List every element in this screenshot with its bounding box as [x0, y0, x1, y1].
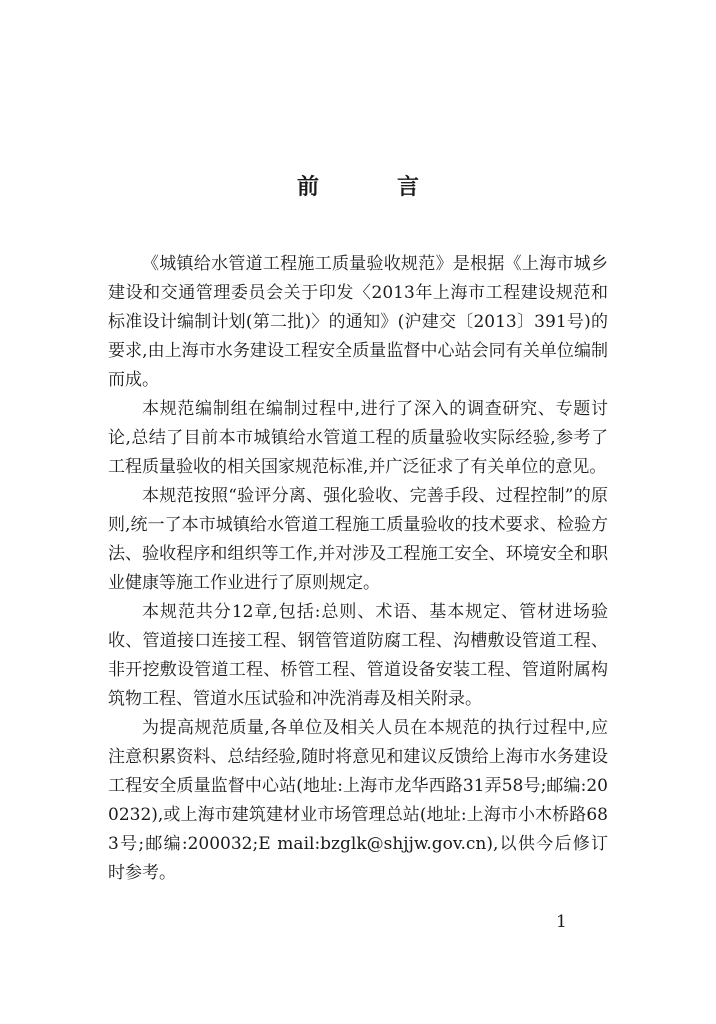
paragraph-4: 本规范共分12章,包括:总则、术语、基本规定、管材进场验收、管道接口连接工程、钢管管道防腐工程、沟槽敷设管道工程、非开挖敷设管道工程、桥管工程、管道设备安装工程、管道附属构筑物工程、管道水压试验和冲洗消毒及相关附录。: [108, 602, 608, 709]
paragraph-3: 本规范按照“验评分离、强化验收、完善手段、过程控制”的原则,统一了本市城镇给水管道工程施工质量验收的技术要求、检验方法、验收程序和组织等工作,并对涉及工程施工安全、环境安全和职业健康等施工作业进行了原则规定。: [108, 486, 608, 593]
page-number: 1: [556, 912, 567, 932]
paragraph-1: 《城镇给水管道工程施工质量验收规范》是根据《上海市城乡建设和交通管理委员会关于印发〈2013年上海市工程建设规范和标准设计编制计划(第二批)〉的通知》(沪建交〔2013〕391号)的要求,由上海市水务建设工程安全质量监督中心站会同有关单位编制而成。: [108, 254, 608, 390]
page-title: 前 言: [296, 175, 447, 200]
paragraph-5: 为提高规范质量,各单位及相关人员在本规范的执行过程中,应注意积累资料、总结经验,随时将意见和建议反馈给上海市水务建设工程安全质量监督中心站(地址:上海市龙华西路31弄58号;邮编:200232),或上海市建筑建材业市场管理总站(地址:上海市小木桥路683号;邮编:200032;E mail:bzglk@shjjw.gov.cn),以供今后修订时参考。: [108, 718, 608, 883]
preface-body: [108, 250, 608, 888]
paragraph-2: 本规范编制组在编制过程中,进行了深入的调查研究、专题讨论,总结了目前本市城镇给水管道工程的质量验收实际经验,参考了工程质量验收的相关国家规范标准,并广泛征求了有关单位的意见。: [108, 399, 608, 477]
